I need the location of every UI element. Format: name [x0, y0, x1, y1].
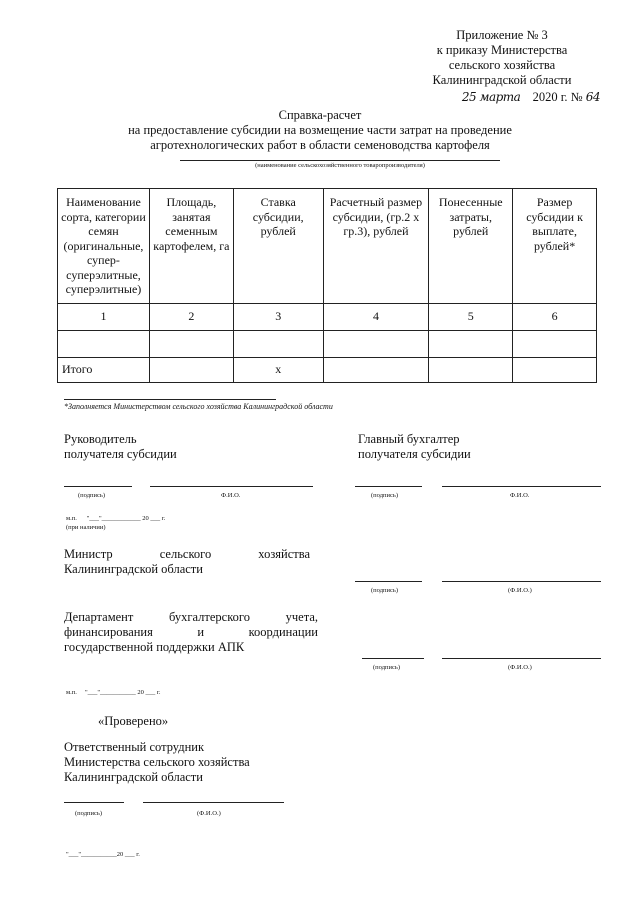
accountant-title — [358, 432, 471, 462]
minister-word: Министр — [64, 547, 113, 561]
table-cell[interactable] — [323, 330, 429, 357]
appendix-line4: Калининградской области — [432, 73, 572, 87]
head-signature-line[interactable] — [64, 486, 132, 487]
responsible-fio-caption: (Ф.И.О.) — [197, 810, 221, 817]
dept-word: Департамент — [64, 610, 134, 624]
col-header-calc: Расчетный размер субсидии, (гр.2 х гр.3), рублей — [323, 189, 429, 304]
table-cell[interactable] — [58, 330, 150, 357]
order-date — [462, 90, 600, 105]
stamp-date-line: м.п. "___"____________ 20 ___ г. — [66, 515, 166, 522]
table-total-row — [58, 357, 597, 382]
dept-word: и — [197, 625, 205, 639]
responsible-line2: Министерства сельского хозяйства — [64, 755, 250, 769]
total-rate-cross: х — [233, 357, 323, 382]
accountant-fio-caption: Ф.И.О. — [510, 492, 530, 499]
head-line2: получателя субсидии — [64, 447, 177, 461]
dept-word: учета, — [285, 610, 318, 624]
table-cell[interactable] — [513, 330, 597, 357]
minister-title-line2: Калининградской области — [64, 562, 203, 576]
responsible-signature-line[interactable] — [64, 802, 124, 803]
col-number: 1 — [58, 303, 150, 330]
recipient-fill-line[interactable] — [180, 160, 500, 161]
handwritten-order-number: 64 — [585, 90, 600, 104]
title-line1: Справка-расчет — [278, 108, 362, 122]
head-title — [64, 432, 177, 462]
stamp-date-line-2: м.п. "___"___________ 20 ___ г. — [66, 689, 161, 696]
col-header-area: Площадь, занятая семенным картофелем, га — [149, 189, 233, 304]
document-title — [100, 108, 540, 153]
minister-word: сельского — [159, 547, 212, 561]
dept-fio-caption: (Ф.И.О.) — [508, 664, 532, 671]
table-header-row — [58, 189, 597, 304]
table-cell[interactable] — [429, 330, 513, 357]
responsible-podpis-caption: (подпись) — [75, 810, 102, 817]
responsible-fio-line[interactable] — [143, 802, 284, 803]
col-header-name: Наименование сорта, категории семян (оригинальные, супер-суперэлитные, суперэлитные) — [58, 189, 150, 304]
col-number: 6 — [513, 303, 597, 330]
minister-podpis-caption: (подпись) — [371, 587, 398, 594]
recipient-caption: (наименование сельскохозяйственного товаропроизводителя) — [255, 162, 425, 169]
minister-signature-line[interactable] — [355, 581, 422, 582]
checked-label: «Проверено» — [98, 714, 169, 728]
dept-word: финансирования — [64, 625, 153, 639]
dept-signature-line[interactable] — [362, 658, 424, 659]
table-cell[interactable] — [513, 357, 597, 382]
footnote-divider — [64, 399, 276, 400]
dept-title-line2 — [64, 625, 318, 640]
responsible-title — [64, 740, 250, 785]
col-number: 2 — [149, 303, 233, 330]
minister-fio-caption: (Ф.И.О.) — [508, 587, 532, 594]
accountant-line2: получателя субсидии — [358, 447, 471, 461]
table-number-row — [58, 303, 597, 330]
appendix-line3: сельского хозяйства — [448, 58, 556, 72]
minister-fio-line[interactable] — [442, 581, 601, 582]
appendix-line2: к приказу Министерства — [436, 43, 568, 57]
responsible-line3: Калининградской области — [64, 770, 203, 784]
dept-title-line3: государственной поддержки АПК — [64, 640, 245, 654]
dept-word: координации — [248, 625, 318, 639]
head-line1: Руководитель — [64, 432, 137, 446]
dept-title-line1 — [64, 610, 318, 625]
accountant-signature-line[interactable] — [355, 486, 422, 487]
table-cell[interactable] — [149, 357, 233, 382]
accountant-podpis-caption: (подпись) — [371, 492, 398, 499]
table-cell[interactable] — [149, 330, 233, 357]
final-date-line: "___"___________20 ___ г. — [66, 851, 140, 858]
head-podpis-caption: (подпись) — [78, 492, 105, 499]
dept-fio-line[interactable] — [442, 658, 601, 659]
accountant-line1: Главный бухгалтер — [358, 432, 460, 446]
footnote: *Заполняется Министерством сельского хозяйства Калининградской области — [64, 402, 333, 411]
appendix-header — [402, 28, 602, 88]
dept-word: бухгалтерского — [168, 610, 250, 624]
col-number: 4 — [323, 303, 429, 330]
col-header-payout: Размер субсидии к выплате, рублей* — [513, 189, 597, 304]
table-row — [58, 330, 597, 357]
order-year: 2020 г. № — [532, 90, 583, 104]
responsible-line1: Ответственный сотрудник — [64, 740, 205, 754]
stamp-note: (при наличии) — [66, 524, 106, 531]
accountant-fio-line[interactable] — [442, 486, 601, 487]
title-line3: агротехнологических работ в области семеноводства картофеля — [150, 138, 490, 152]
col-header-rate: Ставка субсидии, рублей — [233, 189, 323, 304]
subsidy-table — [57, 188, 597, 383]
table-cell[interactable] — [429, 357, 513, 382]
handwritten-date: 25 марта — [461, 90, 521, 104]
total-label: Итого — [58, 357, 150, 382]
minister-word: хозяйства — [258, 547, 310, 561]
dept-podpis-caption: (подпись) — [373, 664, 400, 671]
title-line2: на предоставление субсидии на возмещение части затрат на проведение — [128, 123, 512, 137]
col-number: 5 — [429, 303, 513, 330]
table-cell[interactable] — [233, 330, 323, 357]
minister-title-line1 — [64, 547, 310, 562]
head-fio-line[interactable] — [150, 486, 313, 487]
col-header-costs: Понесенные затраты, рублей — [429, 189, 513, 304]
head-fio-caption: Ф.И.О. — [221, 492, 241, 499]
table-cell[interactable] — [323, 357, 429, 382]
appendix-number: Приложение № 3 — [456, 28, 548, 42]
col-number: 3 — [233, 303, 323, 330]
